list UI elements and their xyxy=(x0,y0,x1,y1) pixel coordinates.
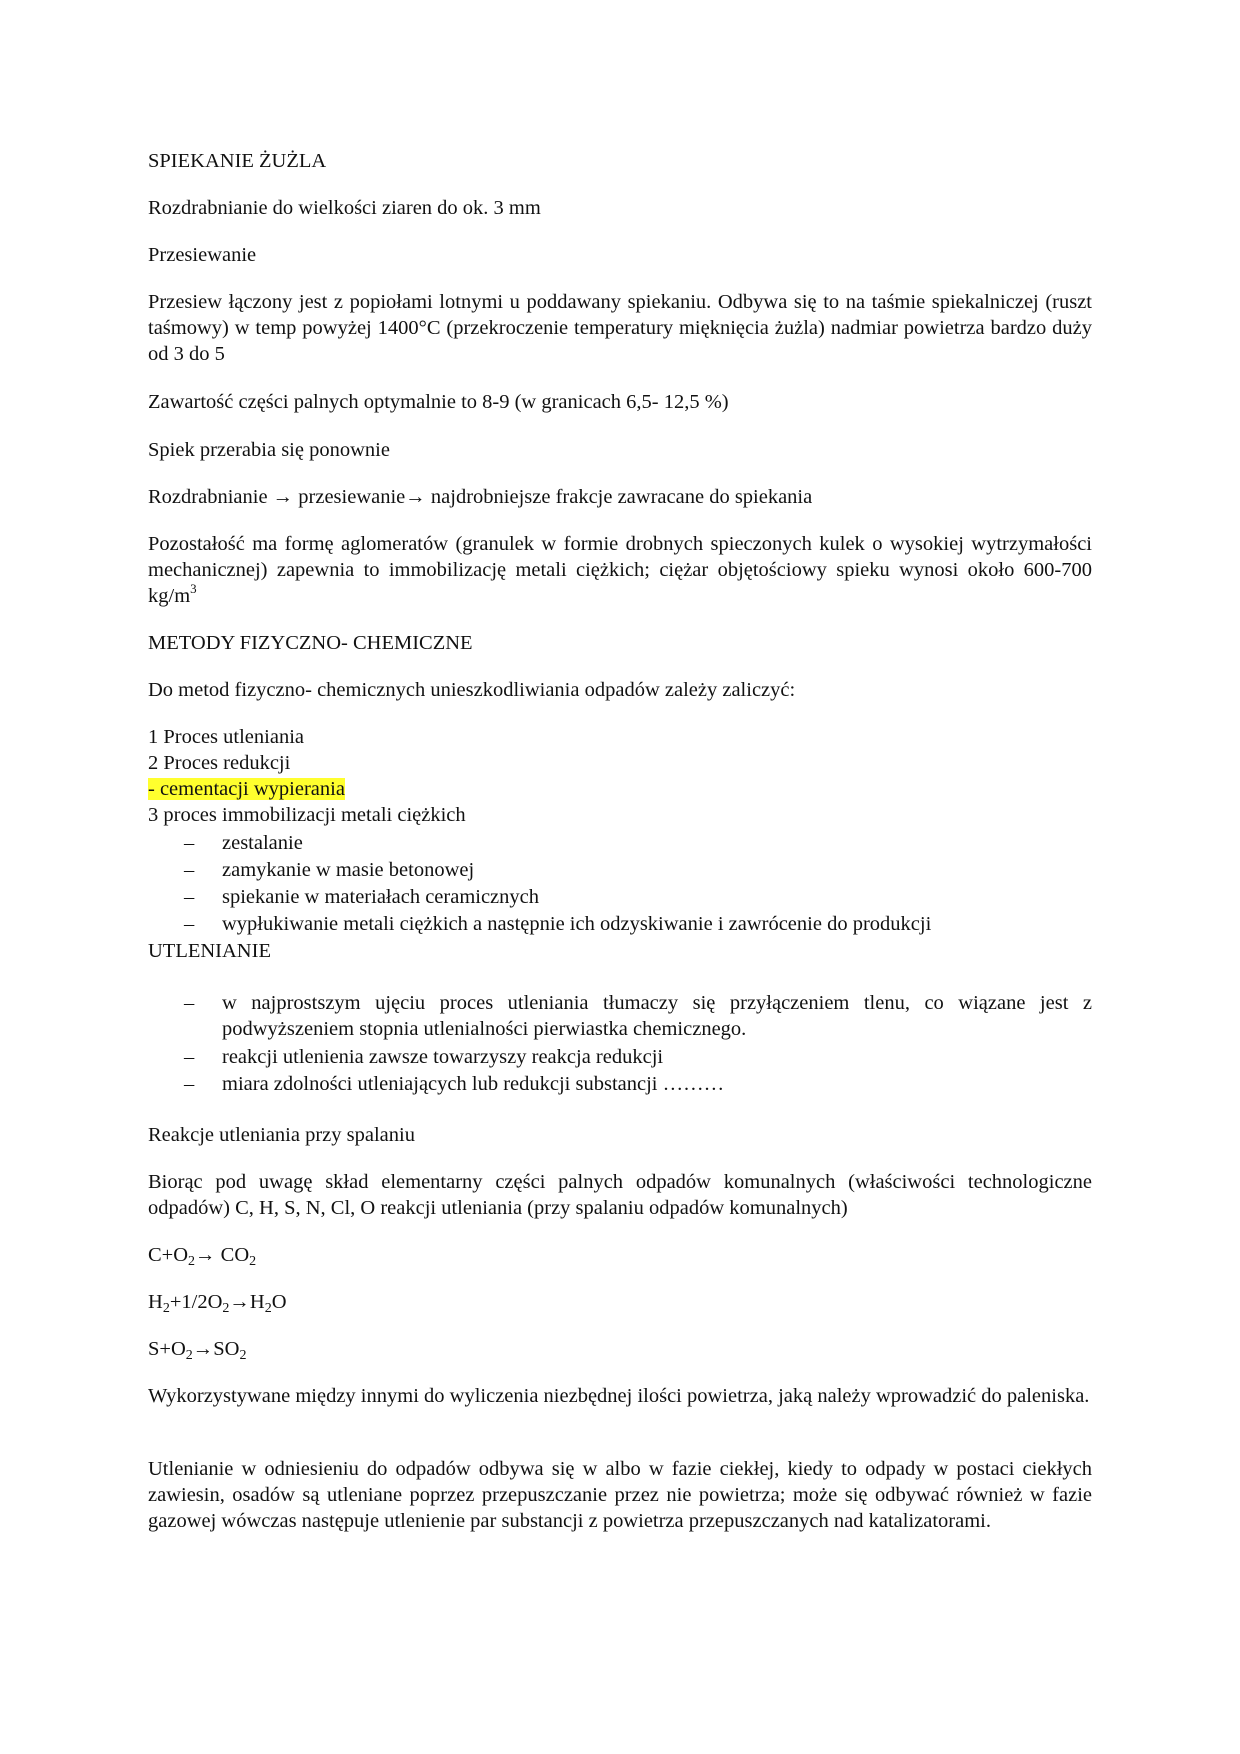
list-item: – w najprostszym ujęciu proces utleniania tłumaczy się przyłączeniem tlenu, co wiązane jest z podwyższeniem stopnia utlenialności pierwiastka chemicznego. xyxy=(184,992,1092,1040)
list-item: 3 proces immobilizacji metali ciężkich xyxy=(148,804,466,826)
paragraph xyxy=(148,531,1092,609)
paragraph: Przesiewanie xyxy=(148,244,257,266)
paragraph: Do metod fizyczno- chemicznych unieszkodliwiania odpadów zależy zaliczyć: xyxy=(148,679,796,701)
section-title: SPIEKANIE ŻUŻLA xyxy=(148,150,327,172)
dash-bullet: – xyxy=(184,859,195,881)
list-item: – spiekanie w materiałach ceramicznych xyxy=(184,886,540,908)
list-item: – zamykanie w masie betonowej xyxy=(184,859,475,881)
dash-bullet: – xyxy=(184,992,195,1014)
dash-bullet: – xyxy=(184,832,195,854)
dash-bullet: – xyxy=(184,913,195,935)
list-item: 2 Proces redukcji xyxy=(148,752,291,774)
equation: $C+O_2\to CO_2$ xyxy=(148,1244,257,1269)
paragraph: Przesiew łączony jest z popiołami lotnymi u poddawany spiekaniu. Odbywa się to na taśmie spiekalniczej (ruszt taśmowy) w temp powyżej 1400°C (przekroczenie temperatury mięknięcia żużla) nadmiar powietrza bardzo duży od 3 do 5 xyxy=(148,291,1092,365)
paragraph: Wykorzystywane między innymi do wyliczenia niezbędnej ilości powietrza, jaką należy wprowadzić do paleniska. xyxy=(148,1385,1090,1407)
arrow-icon: → xyxy=(192,1338,214,1360)
section-heading: METODY FIZYCZNO- CHEMICZNE xyxy=(148,632,473,654)
paragraph: Utlenianie w odniesieniu do odpadów odbywa się w albo w fazie ciekłej, kiedy to odpady w postaci ciekłych zawiesin, osadów są utleniane poprzez przepuszczanie przez nie powietrza; może się odbywać również w fazie gazowej wówczas następuje utlenienie par substancji z powietrza przepuszczanych nad katalizatorami. xyxy=(148,1458,1092,1532)
equation: $S+O_2\to SO_2$ xyxy=(148,1338,247,1363)
paragraph: Zawartość części palnych optymalnie to 8-9 (w granicach 6,5- 12,5 %) xyxy=(148,391,729,413)
dash-bullet: – xyxy=(184,1046,195,1068)
paragraph: Rozdrabnianie → przesiewanie→ najdrobniejsze frakcje zawracane do spiekania xyxy=(148,486,813,508)
list-item-highlighted xyxy=(148,776,1092,802)
list-item: – zestalanie xyxy=(184,832,303,854)
paragraph: Reakcje utleniania przy spalaniu xyxy=(148,1124,415,1146)
paragraph-text: Pozostałość ma formę aglomeratów (granulek w formie drobnych spieczonych kulek o wysokiej wytrzymałości mechanicznej) zapewnia to immobilizację metali ciężkich; ciężar objętościowy spieku wynosi około 600-700 kg/m xyxy=(148,533,1092,607)
list-item: – wypłukiwanie metali ciężkich a następnie ich odzyskiwanie i zawrócenie do produkcji xyxy=(184,913,932,935)
paragraph: Spiek przerabia się ponownie xyxy=(148,439,390,461)
list-item: – miara zdolności utleniających lub redukcji substancji ……… xyxy=(184,1073,725,1095)
arrow-icon: → xyxy=(229,1291,250,1313)
list-item: 1 Proces utleniania xyxy=(148,726,304,748)
list-item: – reakcji utlenienia zawsze towarzyszy reakcja redukcji xyxy=(184,1046,664,1068)
dash-bullet: – xyxy=(184,886,195,908)
paragraph: Rozdrabnianie do wielkości ziaren do ok. 3 mm xyxy=(148,197,541,219)
highlighted-text: - cementacji wypierania xyxy=(148,778,345,800)
paragraph: Biorąc pod uwagę skład elementarny części palnych odpadów komunalnych (właściwości technologiczne odpadów) C, H, S, N, Cl, O reakcji utleniania (przy spalaniu odpadów komunalnych) xyxy=(148,1171,1092,1219)
superscript: 3 xyxy=(190,581,197,596)
equation: $H_2+1/2O_2\to H_2O$ xyxy=(148,1291,287,1316)
arrow-icon: → xyxy=(195,1244,221,1266)
dash-bullet: – xyxy=(184,1073,195,1095)
section-heading: UTLENIANIE xyxy=(148,940,271,962)
